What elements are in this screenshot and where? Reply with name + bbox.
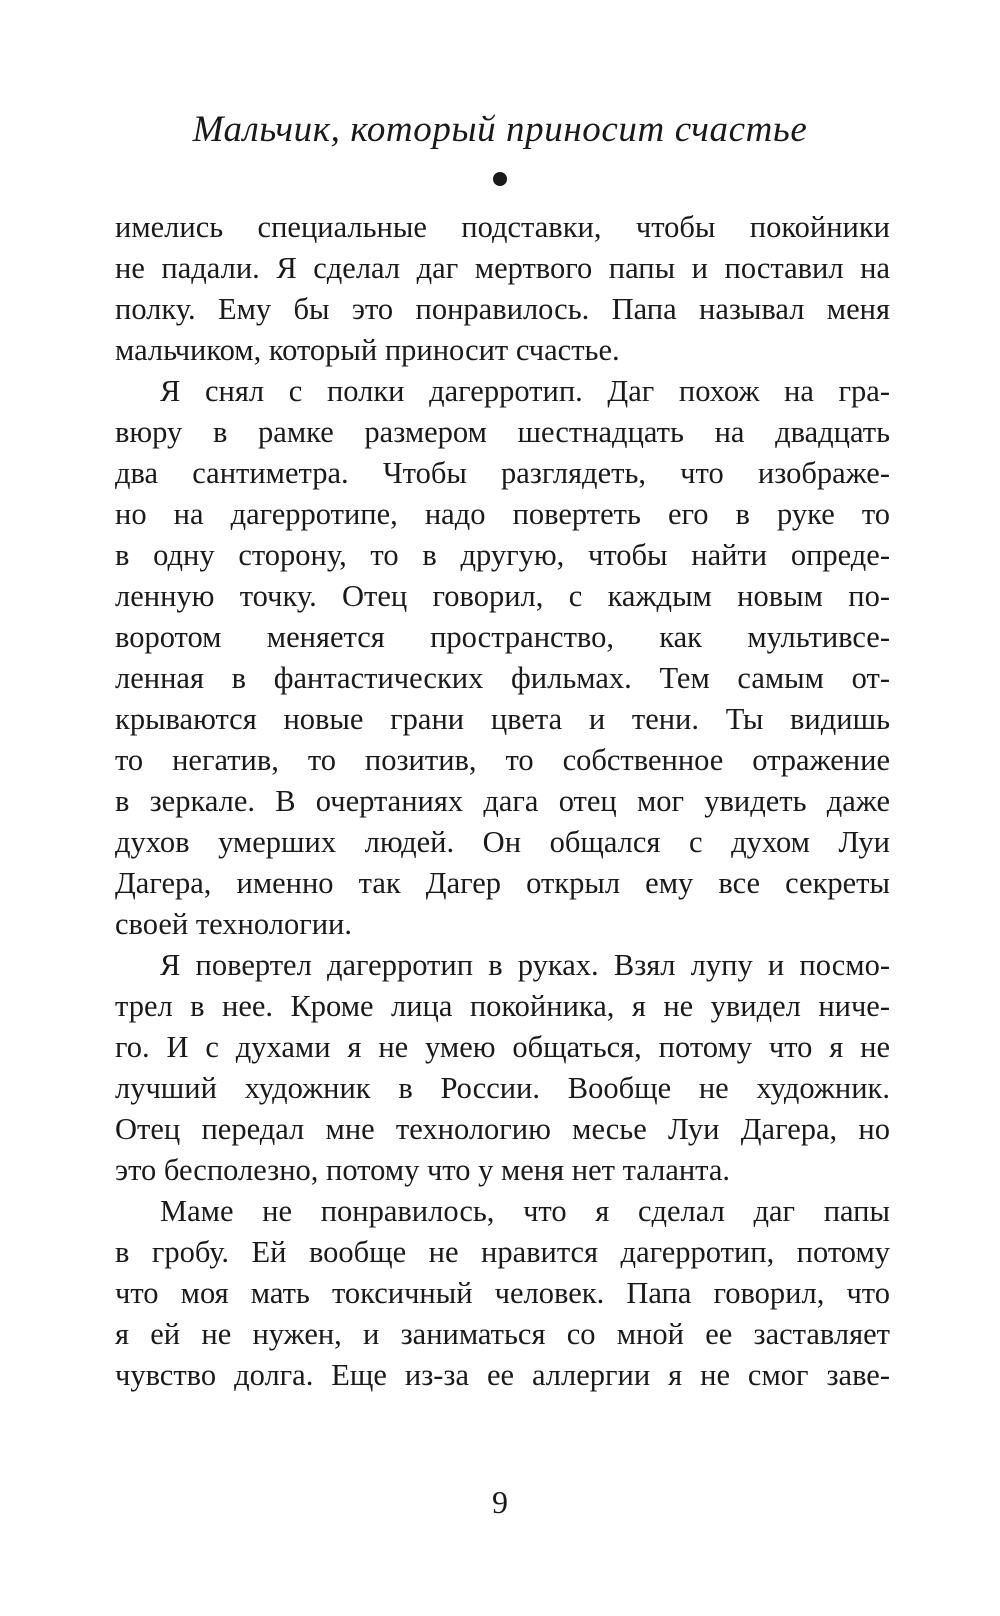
text-line: имелись специальные подставки, чтобы покойники bbox=[115, 210, 890, 244]
paragraph bbox=[115, 371, 890, 945]
text-line: Я повертел дагерротип в руках. Взял лупу и посмо- bbox=[160, 948, 890, 982]
text-line: но на дагерротипе, надо повертеть его в руке то bbox=[115, 497, 890, 531]
paragraph bbox=[115, 1191, 890, 1396]
text-line: трел в нее. Кроме лица покойника, я не увидел ниче- bbox=[115, 989, 890, 1023]
bullet-ornament-icon bbox=[493, 172, 507, 186]
text-line: это бесполезно, потому что у меня нет таланта. bbox=[115, 1153, 731, 1187]
text-line: мальчиком, который приносит счастье. bbox=[115, 333, 620, 367]
body-text bbox=[115, 207, 890, 1396]
text-line: Маме не понравилось, что я сделал даг папы bbox=[160, 1194, 890, 1228]
running-head: Мальчик, который приносит счастье bbox=[192, 109, 808, 150]
text-line: в одну сторону, то в другую, чтобы найти опреде- bbox=[115, 538, 890, 572]
text-line: чувство долга. Еще из-за ее аллергии я не смог заве- bbox=[115, 1358, 890, 1392]
text-line: вюру в рамке размером шестнадцать на двадцать bbox=[115, 415, 890, 449]
text-line: полку. Ему бы это понравилось. Папа называл меня bbox=[115, 292, 890, 326]
text-line: ленную точку. Отец говорил, с каждым новым по- bbox=[115, 579, 890, 613]
text-line: я ей не нужен, и заниматься со мной ее заставляет bbox=[115, 1317, 890, 1351]
text-line: го. И с духами я не умею общаться, потому что я не bbox=[115, 1030, 890, 1064]
text-line: Дагера, именно так Дагер открыл ему все секреты bbox=[115, 866, 890, 900]
paragraph bbox=[115, 207, 890, 371]
text-line: духов умерших людей. Он общался с духом Луи bbox=[115, 825, 890, 859]
text-line: ленная в фантастических фильмах. Тем самым от- bbox=[115, 661, 890, 695]
text-line: что моя мать токсичный человек. Папа говорил, что bbox=[115, 1276, 890, 1310]
text-line: в гробу. Ей вообще не нравится дагерротип, потому bbox=[115, 1235, 890, 1269]
paragraph bbox=[115, 945, 890, 1191]
text-line: Я снял с полки дагерротип. Даг похож на гра- bbox=[160, 374, 890, 408]
page-number: 9 bbox=[492, 1484, 508, 1520]
text-line: два сантиметра. Чтобы разглядеть, что изображе- bbox=[115, 456, 890, 490]
text-line: воротом меняется пространство, как мультивсе- bbox=[115, 620, 890, 654]
text-line: крываются новые грани цвета и тени. Ты видишь bbox=[115, 702, 890, 736]
text-line: лучший художник в России. Вообще не художник. bbox=[115, 1071, 890, 1105]
text-line: Отец передал мне технологию месье Луи Дагера, но bbox=[115, 1112, 890, 1146]
text-line: то негатив, то позитив, то собственное отражение bbox=[115, 743, 890, 777]
text-line: своей технологии. bbox=[115, 907, 352, 941]
text-line: в зеркале. В очертаниях дага отец мог увидеть даже bbox=[115, 784, 890, 818]
text-line: не падали. Я сделал даг мертвого папы и поставил на bbox=[115, 251, 890, 285]
